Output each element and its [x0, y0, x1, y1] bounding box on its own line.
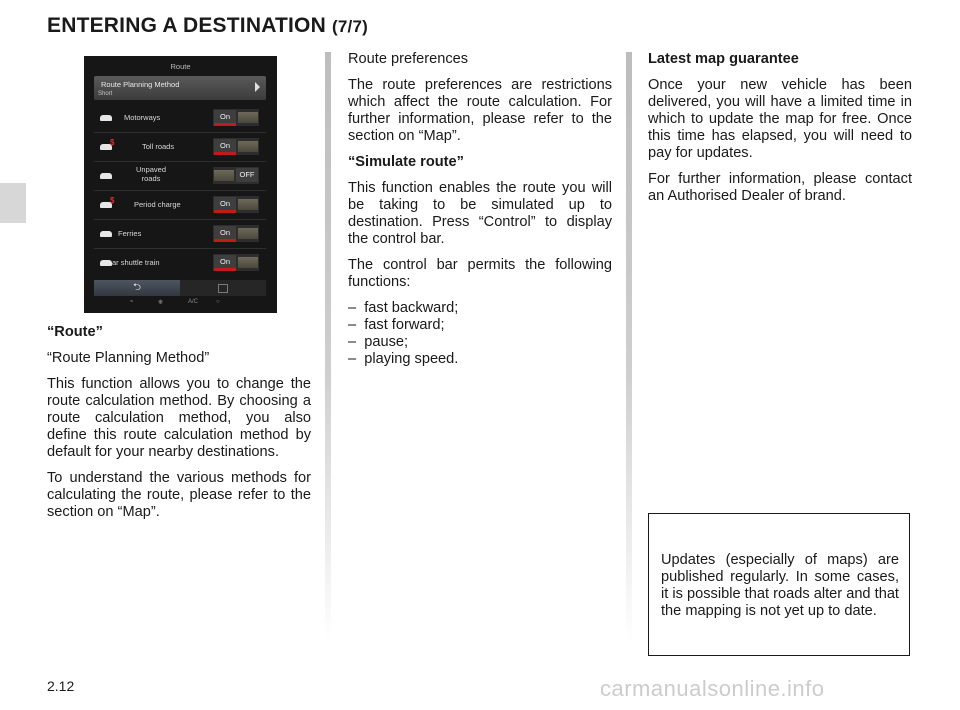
ferry-icon	[100, 228, 112, 238]
toggle-state: On	[214, 110, 236, 124]
route-planning-method-label: Route Planning Method	[101, 80, 180, 89]
toll-roads-toggle[interactable]	[213, 138, 259, 155]
seat-heat-icon: ≈	[130, 299, 134, 305]
paragraph: Once your new vehicle has been delivered, you will have a limited time in which to update the map for free. Once this time has elapsed, you will need to pay for updates.	[648, 77, 912, 161]
paragraph: For further information, please contact an Authorised Dealer of brand.	[648, 171, 912, 204]
back-button[interactable]: ⮌	[94, 280, 180, 296]
paragraph: The control bar permits the following functions:	[348, 257, 612, 290]
period-charge-icon: $	[100, 199, 112, 209]
column-divider	[626, 52, 632, 642]
note-box	[648, 513, 910, 656]
chapter-tab	[0, 183, 26, 223]
toggle-state: On	[214, 255, 236, 269]
route-settings-screenshot	[84, 56, 277, 313]
preference-row-period-charge	[94, 191, 266, 220]
watermark: carmanualsonline.info	[600, 676, 825, 701]
paragraph: This function allows you to change the route calculation method. By choosing a route calculation method, you also define this route calculation method by default for your nearby destinations.	[47, 376, 311, 460]
preference-label	[136, 165, 166, 183]
list-item: – fast backward;	[348, 300, 459, 316]
list-item: – playing speed.	[348, 351, 459, 367]
paragraph: “Route Planning Method”	[47, 350, 210, 366]
column-right	[648, 51, 912, 214]
section-heading-route: “Route”	[47, 324, 103, 340]
menu-icon[interactable]	[218, 284, 228, 293]
preference-label: Toll roads	[142, 142, 175, 151]
preference-label: Period charge	[134, 200, 181, 209]
route-planning-method-button[interactable]	[94, 76, 266, 100]
toggle-state: OFF	[236, 168, 258, 182]
motorways-toggle[interactable]	[213, 109, 259, 126]
ac-label: A/C	[188, 299, 199, 305]
preference-label: Ferries	[118, 229, 142, 238]
section-heading-simulate-route: “Simulate route”	[348, 154, 464, 170]
preference-label-line: roads	[141, 174, 161, 183]
preference-row-unpaved-roads	[94, 162, 266, 191]
paragraph: Route preferences	[348, 51, 469, 67]
column-middle	[348, 51, 612, 368]
preference-row-ferries	[94, 220, 266, 249]
preference-label: ar shuttle train	[112, 258, 160, 267]
preference-row-toll-roads	[94, 133, 266, 162]
note-text: Updates (especially of maps) are published regularly. In some cases, it is possible that roads alter and that the mapping is not yet up to date.	[661, 552, 899, 619]
defrost-icon: ○	[216, 299, 220, 305]
car-shuttle-train-toggle[interactable]	[213, 254, 259, 271]
ferries-toggle[interactable]	[213, 225, 259, 242]
toggle-state: On	[214, 197, 236, 211]
unpaved-roads-toggle[interactable]	[213, 167, 259, 184]
column-divider	[325, 52, 331, 642]
toggle-state: On	[214, 226, 236, 240]
page-number: 2.12	[47, 678, 75, 694]
preference-row-car-shuttle-train	[94, 249, 266, 277]
toll-road-icon: $	[100, 141, 112, 151]
page-title-part: (7/7)	[332, 17, 368, 36]
list-item: – fast forward;	[348, 317, 445, 333]
unpaved-road-icon	[100, 170, 112, 180]
preference-label-line: Unpaved	[136, 165, 167, 174]
paragraph: This function enables the route you will be taking to be simulated up to destination. Press “Control” to display the control bar.	[348, 180, 612, 247]
motorway-icon	[100, 112, 112, 122]
paragraph: To understand the various methods for calculating the route, please refer to the section on “Map”.	[47, 470, 311, 520]
function-list	[348, 300, 612, 368]
list-item: – pause;	[348, 334, 409, 350]
preference-row-motorways	[94, 104, 266, 133]
chevron-right-icon	[255, 82, 260, 92]
column-left	[47, 324, 311, 530]
fan-icon: ❋	[158, 300, 164, 306]
route-planning-method-value: Short	[98, 91, 113, 97]
toggle-state: On	[214, 139, 236, 153]
page-title	[47, 14, 368, 38]
screen-bottom-bar	[94, 280, 266, 296]
section-heading-map-guarantee: Latest map guarantee	[648, 51, 799, 67]
screen-title: Route	[170, 62, 191, 71]
paragraph: The route preferences are restrictions which affect the route calculation. For further information, please refer to the section on “Map”.	[348, 77, 612, 144]
preference-label: Motorways	[124, 113, 161, 122]
car-shuttle-train-icon	[100, 257, 112, 267]
period-charge-toggle[interactable]	[213, 196, 259, 213]
page-title-text: ENTERING A DESTINATION	[47, 14, 326, 37]
